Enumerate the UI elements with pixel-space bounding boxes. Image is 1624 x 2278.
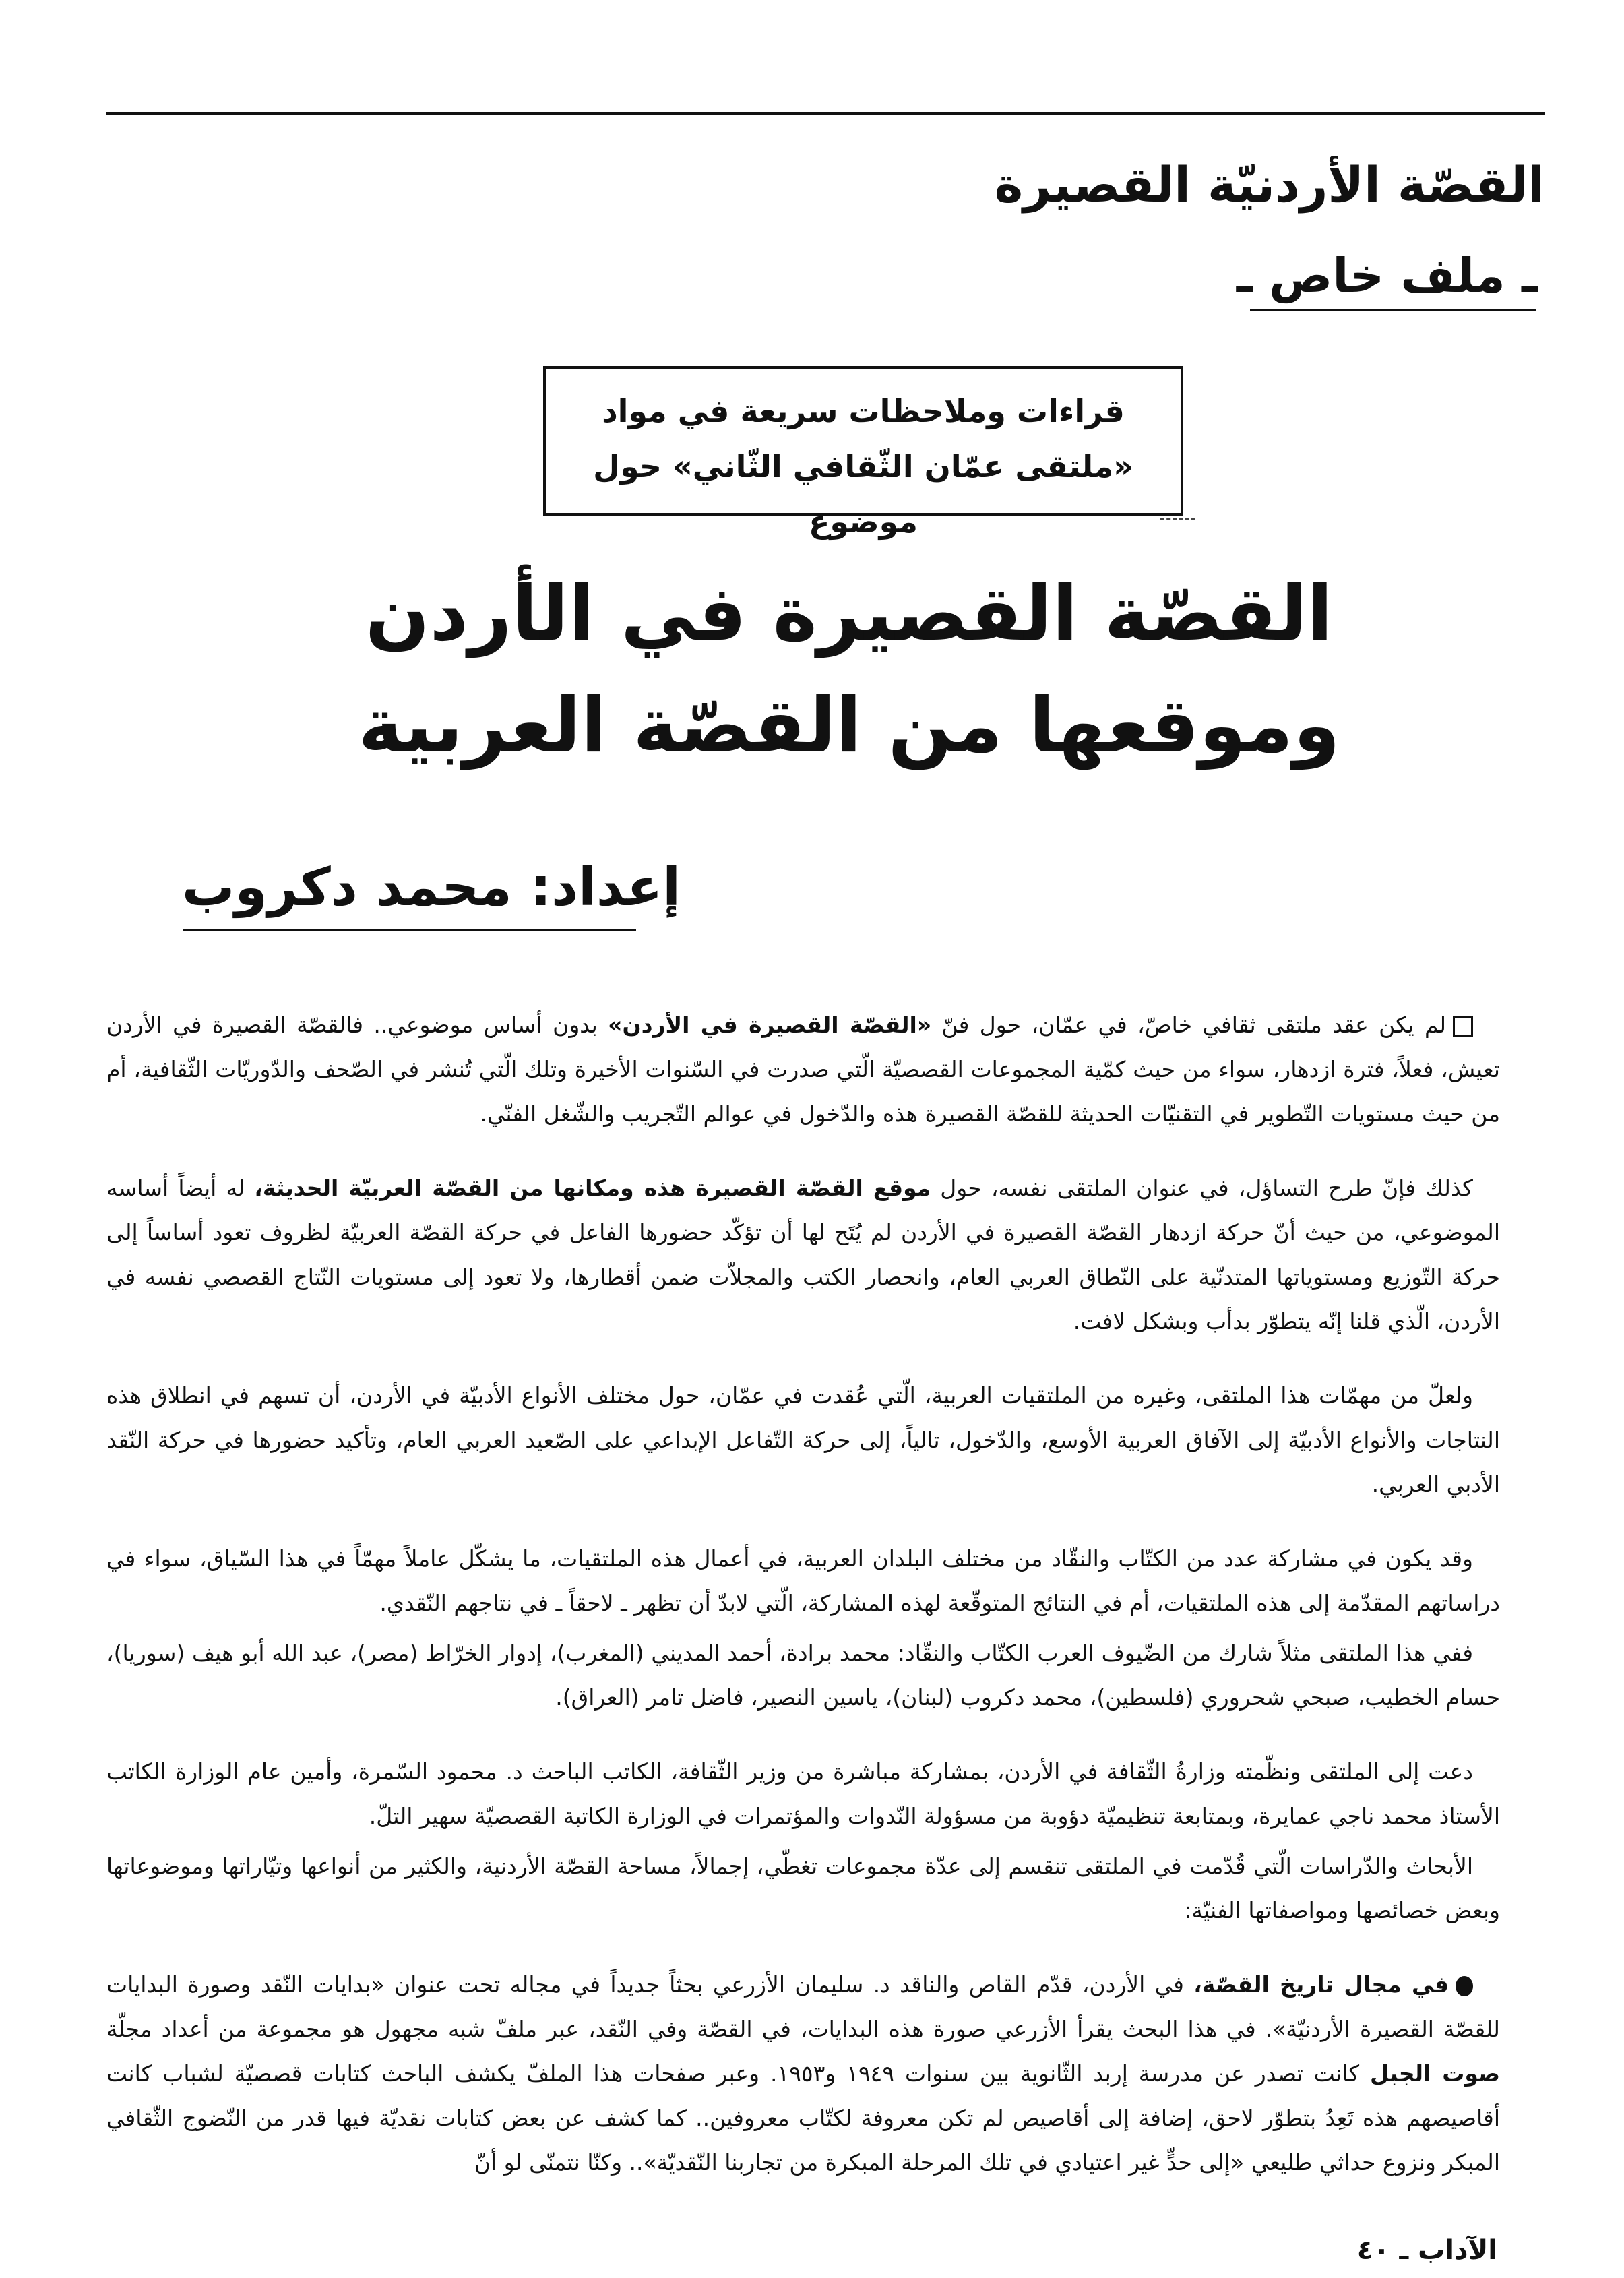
square-bullet-icon <box>1453 1016 1473 1037</box>
paragraph-8: في مجال تاريخ القصّة، في الأردن، قدّم القاص والناقد د. سليمان الأزرعي بحثاً جديداً في مجاله تحت عنوان «بدايات النّقد وصورة البدايات للقصّة القصيرة الأردنيّة». في هذا البحث يقرأ الأزرعي صورة هذه البدايات، في القصّة وفي النّقد، عبر ملفّ شبه مجهول هو مجموعة من أعداد مجلّة صوت الجبل كانت تصدر عن مدرسة إربد الثّانوية بين سنوات ١٩٤٩ و١٩٥٣. وعبر صفحات هذا الملفّ يكشف الباحث كتابات قصصيّة لشباب كانت أقاصيصهم هذه تَعِدُ بتطوّر لاحق، إضافة إلى أقاصيص لم تكن معروفة لكتّاب معروفين.. كما كشف عن بعض كتابات نقديّة فيها قدر من النّضوج الثّقافي المبكر ونزوع حداثي طليعي «إلى حدٍّ غير اعتيادي في تلك المرحلة المبكرة من تجاربنا النّقديّة».. وكنّا نتمنّى لو أنّ <box>106 1971 1500 2176</box>
author-underline <box>183 929 636 931</box>
paragraph-5: ففي هذا الملتقى مثلاً شارك من الضّيوف العرب الكتّاب والنقّاد: محمد برادة، أحمد المديني (المغرب)، إدوار الخرّاط (مصر)، عبد الله أبو هيف (سوريا)، حسام الخطيب، صبحي شحروري (فلسطين)، محمد دكروب (لبنان)، ياسين النصير، فاضل تامر (العراق). <box>106 1640 1500 1711</box>
paragraph-3: ولعلّ من مهمّات هذا الملتقى، وغيره من الملتقيات العربية، الّتي عُقدت في عمّان، حول مختلف الأنواع الأدبيّة في الأردن، أن تسهم في انطلاق هذه النتاجات والأنواع الأدبيّة إلى الآفاق العربية الأوسع، والدّخول، تالياً، إلى حركة التّفاعل الإبداعي على الصّعيد العربي العام، وتأكيد حضورها في حركة النّقد الأدبي العربي. <box>106 1382 1500 1498</box>
author-byline: إعداد: محمد دكروب <box>182 857 681 918</box>
paragraph-2: كذلك فإنّ طرح التساؤل، في عنوان الملتقى نفسه، حول موقع القصّة القصيرة هذه ومكانها من القصّة العربيّة الحديثة، له أيضاً أساسه الموضوعي، من حيث أنّ حركة ازدهار القصّة القصيرة في الأردن لم يُتَح لها أن تؤكّد حضورها الفاعل في حركة القصّة العربيّة لظروف تعود أساساً إلى حركة التّوزيع ومستوياتها المتدنّية على النّطاق العربي العام، وانحصار الكتب والمجلاّت ضمن أقطارها، ولا تعود إلى مستويات النّتاج القصصي نفسه في الأردن، الّذي قلنا إنّه يتطوّر بدأب وبشكل لافت. <box>106 1175 1500 1334</box>
top-rule <box>106 112 1545 115</box>
special-file-label: ـ ملف خاص ـ <box>1236 248 1538 303</box>
paragraph-1: لم يكن عقد ملتقى ثقافي خاصّ، في عمّان، حول فنّ «القصّة القصيرة في الأردن» بدون أساس موضوعي.. فالقصّة القصيرة في الأردن تعيش، فعلاً، فترة ازدهار، سواء من حيث كمّية المجموعات القصصيّة الّتي صدرت في السّنوات الأخيرة وتلك الّتي تُنشر في الصّحف والدّوريّات الثّقافية، أم من حيث مستويات التّطوير في التقنيّات الحديثة للقصّة القصيرة هذه والدّخول في عوالم التّجريب والشّغل الفنّي. <box>106 1012 1500 1127</box>
page-footer: الآداب ـ ٤٠ <box>1356 2235 1497 2266</box>
intro-box <box>543 366 1183 540</box>
intro-line-2: «ملتقى عمّان الثّقافي الثّاني» حول موضوع <box>593 448 1133 540</box>
section-header: القصّة الأردنيّة القصيرة <box>994 156 1544 213</box>
round-bullet-icon <box>1456 1976 1473 1996</box>
file-label-underline <box>1250 309 1536 311</box>
title-line-2: وموقعها من القصّة العربية <box>358 682 1340 770</box>
article-body <box>106 1003 1500 2185</box>
title-line-1: القصّة القصيرة في الأردن <box>365 570 1333 658</box>
paragraph-6: دعت إلى الملتقى ونظّمته وزارةُ الثّقافة في الأردن، بمشاركة مباشرة من وزير الثّقافة، الكاتب الباحث د. محمود السّمرة، وأمين عام الوزارة الكاتب الأستاذ محمد ناجي عمايرة، وبمتابعة تنظيميّة دؤوبة من مسؤولة النّدوات والمؤتمرات في الوزارة الكاتبة القصصيّة سهير التلّ. <box>106 1758 1500 1829</box>
decorative-dashes <box>1160 518 1195 522</box>
article-title <box>270 558 1429 782</box>
paragraph-4: وقد يكون في مشاركة عدد من الكتّاب والنقّاد من مختلف البلدان العربية، في أعمال هذه الملتقيات، ما يشكّل عاملاً مهمّاً في هذا السّياق، سواء في دراساتهم المقدّمة إلى هذه الملتقيات، أم في النتائج المتوقّعة لهذه المشاركة، الّتي لابدّ أن تظهر ـ لاحقاً ـ في نتاجهم النّقدي. <box>106 1545 1500 1616</box>
paragraph-7: الأبحاث والدّراسات الّتي قُدّمت في الملتقى تنقسم إلى عدّة مجموعات تغطّي، إجمالاً، مساحة القصّة الأردنية، والكثير من أنواعها وتيّاراتها وموضوعاتها وبعض خصائصها ومواصفاتها الفنيّة: <box>106 1853 1500 1923</box>
intro-line-1: قراءات وملاحظات سريعة في مواد <box>602 393 1125 429</box>
